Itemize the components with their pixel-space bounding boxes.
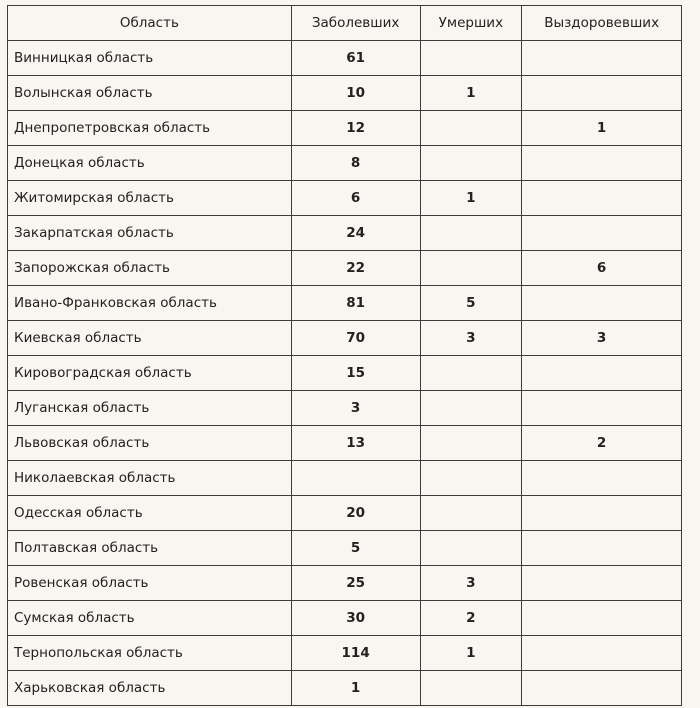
header-recovered: Выздоровевших bbox=[522, 6, 682, 41]
table-row bbox=[8, 251, 682, 286]
recovered-cell bbox=[522, 566, 682, 601]
dead-cell: 1 bbox=[420, 181, 522, 216]
region-cell: Донецкая область bbox=[8, 146, 292, 181]
dead-cell bbox=[420, 531, 522, 566]
region-cell: Тернопольская область bbox=[8, 636, 292, 671]
sick-cell: 24 bbox=[291, 216, 420, 251]
recovered-cell bbox=[522, 391, 682, 426]
recovered-cell: 2 bbox=[522, 426, 682, 461]
dead-cell bbox=[420, 426, 522, 461]
sick-cell: 22 bbox=[291, 251, 420, 286]
sick-cell: 61 bbox=[291, 41, 420, 76]
sick-cell: 8 bbox=[291, 146, 420, 181]
dead-cell bbox=[420, 496, 522, 531]
sick-cell: 20 bbox=[291, 496, 420, 531]
region-cell: Житомирская область bbox=[8, 181, 292, 216]
dead-cell: 3 bbox=[420, 321, 522, 356]
table-row bbox=[8, 111, 682, 146]
table-row bbox=[8, 636, 682, 671]
recovered-cell bbox=[522, 671, 682, 706]
dead-cell bbox=[420, 391, 522, 426]
recovered-cell bbox=[522, 601, 682, 636]
table-row bbox=[8, 496, 682, 531]
region-cell: Днепропетровская область bbox=[8, 111, 292, 146]
dead-cell: 5 bbox=[420, 286, 522, 321]
table-row bbox=[8, 321, 682, 356]
dead-cell bbox=[420, 146, 522, 181]
table-row bbox=[8, 391, 682, 426]
table-row bbox=[8, 146, 682, 181]
sick-cell: 81 bbox=[291, 286, 420, 321]
region-cell: Винницкая область bbox=[8, 41, 292, 76]
recovered-cell bbox=[522, 181, 682, 216]
recovered-cell bbox=[522, 496, 682, 531]
sick-cell: 70 bbox=[291, 321, 420, 356]
header-dead: Умерших bbox=[420, 6, 522, 41]
recovered-cell bbox=[522, 41, 682, 76]
region-cell: Волынская область bbox=[8, 76, 292, 111]
table-row bbox=[8, 181, 682, 216]
region-cell: Запорожская область bbox=[8, 251, 292, 286]
dead-cell bbox=[420, 461, 522, 496]
recovered-cell bbox=[522, 531, 682, 566]
recovered-cell: 6 bbox=[522, 251, 682, 286]
table-row bbox=[8, 41, 682, 76]
sick-cell: 15 bbox=[291, 356, 420, 391]
region-cell: Львовская область bbox=[8, 426, 292, 461]
sick-cell: 25 bbox=[291, 566, 420, 601]
table-row bbox=[8, 601, 682, 636]
table-row bbox=[8, 426, 682, 461]
region-cell: Закарпатская область bbox=[8, 216, 292, 251]
dead-cell bbox=[420, 216, 522, 251]
sick-cell: 6 bbox=[291, 181, 420, 216]
region-cell: Сумская область bbox=[8, 601, 292, 636]
dead-cell bbox=[420, 41, 522, 76]
sick-cell: 114 bbox=[291, 636, 420, 671]
sick-cell: 12 bbox=[291, 111, 420, 146]
dead-cell: 3 bbox=[420, 566, 522, 601]
region-cell: Киевская область bbox=[8, 321, 292, 356]
region-cell: Полтавская область bbox=[8, 531, 292, 566]
dead-cell bbox=[420, 251, 522, 286]
recovered-cell bbox=[522, 356, 682, 391]
sick-cell: 5 bbox=[291, 531, 420, 566]
sick-cell: 3 bbox=[291, 391, 420, 426]
table-row bbox=[8, 671, 682, 706]
table-row bbox=[8, 286, 682, 321]
table-row bbox=[8, 566, 682, 601]
sick-cell: 1 bbox=[291, 671, 420, 706]
region-cell: Николаевская область bbox=[8, 461, 292, 496]
sick-cell: 10 bbox=[291, 76, 420, 111]
dead-cell: 1 bbox=[420, 636, 522, 671]
header-sick: Заболевших bbox=[291, 6, 420, 41]
recovered-cell bbox=[522, 636, 682, 671]
dead-cell bbox=[420, 671, 522, 706]
recovered-cell bbox=[522, 216, 682, 251]
recovered-cell bbox=[522, 146, 682, 181]
table-row bbox=[8, 76, 682, 111]
header-region: Область bbox=[8, 6, 292, 41]
sick-cell: 13 bbox=[291, 426, 420, 461]
table-row bbox=[8, 461, 682, 496]
table-row bbox=[8, 216, 682, 251]
recovered-cell bbox=[522, 286, 682, 321]
region-cell: Ровенская область bbox=[8, 566, 292, 601]
region-cell: Луганская область bbox=[8, 391, 292, 426]
region-cell: Кировоградская область bbox=[8, 356, 292, 391]
table-header-row bbox=[8, 6, 682, 41]
dead-cell: 1 bbox=[420, 76, 522, 111]
sick-cell: 30 bbox=[291, 601, 420, 636]
recovered-cell bbox=[522, 461, 682, 496]
recovered-cell bbox=[522, 76, 682, 111]
dead-cell bbox=[420, 356, 522, 391]
table-row bbox=[8, 531, 682, 566]
region-cell: Одесская область bbox=[8, 496, 292, 531]
dead-cell: 2 bbox=[420, 601, 522, 636]
table-row bbox=[8, 356, 682, 391]
recovered-cell: 1 bbox=[522, 111, 682, 146]
covid-region-table bbox=[7, 5, 682, 706]
recovered-cell: 3 bbox=[522, 321, 682, 356]
sick-cell bbox=[291, 461, 420, 496]
region-cell: Харьковская область bbox=[8, 671, 292, 706]
region-cell: Ивано-Франковская область bbox=[8, 286, 292, 321]
dead-cell bbox=[420, 111, 522, 146]
